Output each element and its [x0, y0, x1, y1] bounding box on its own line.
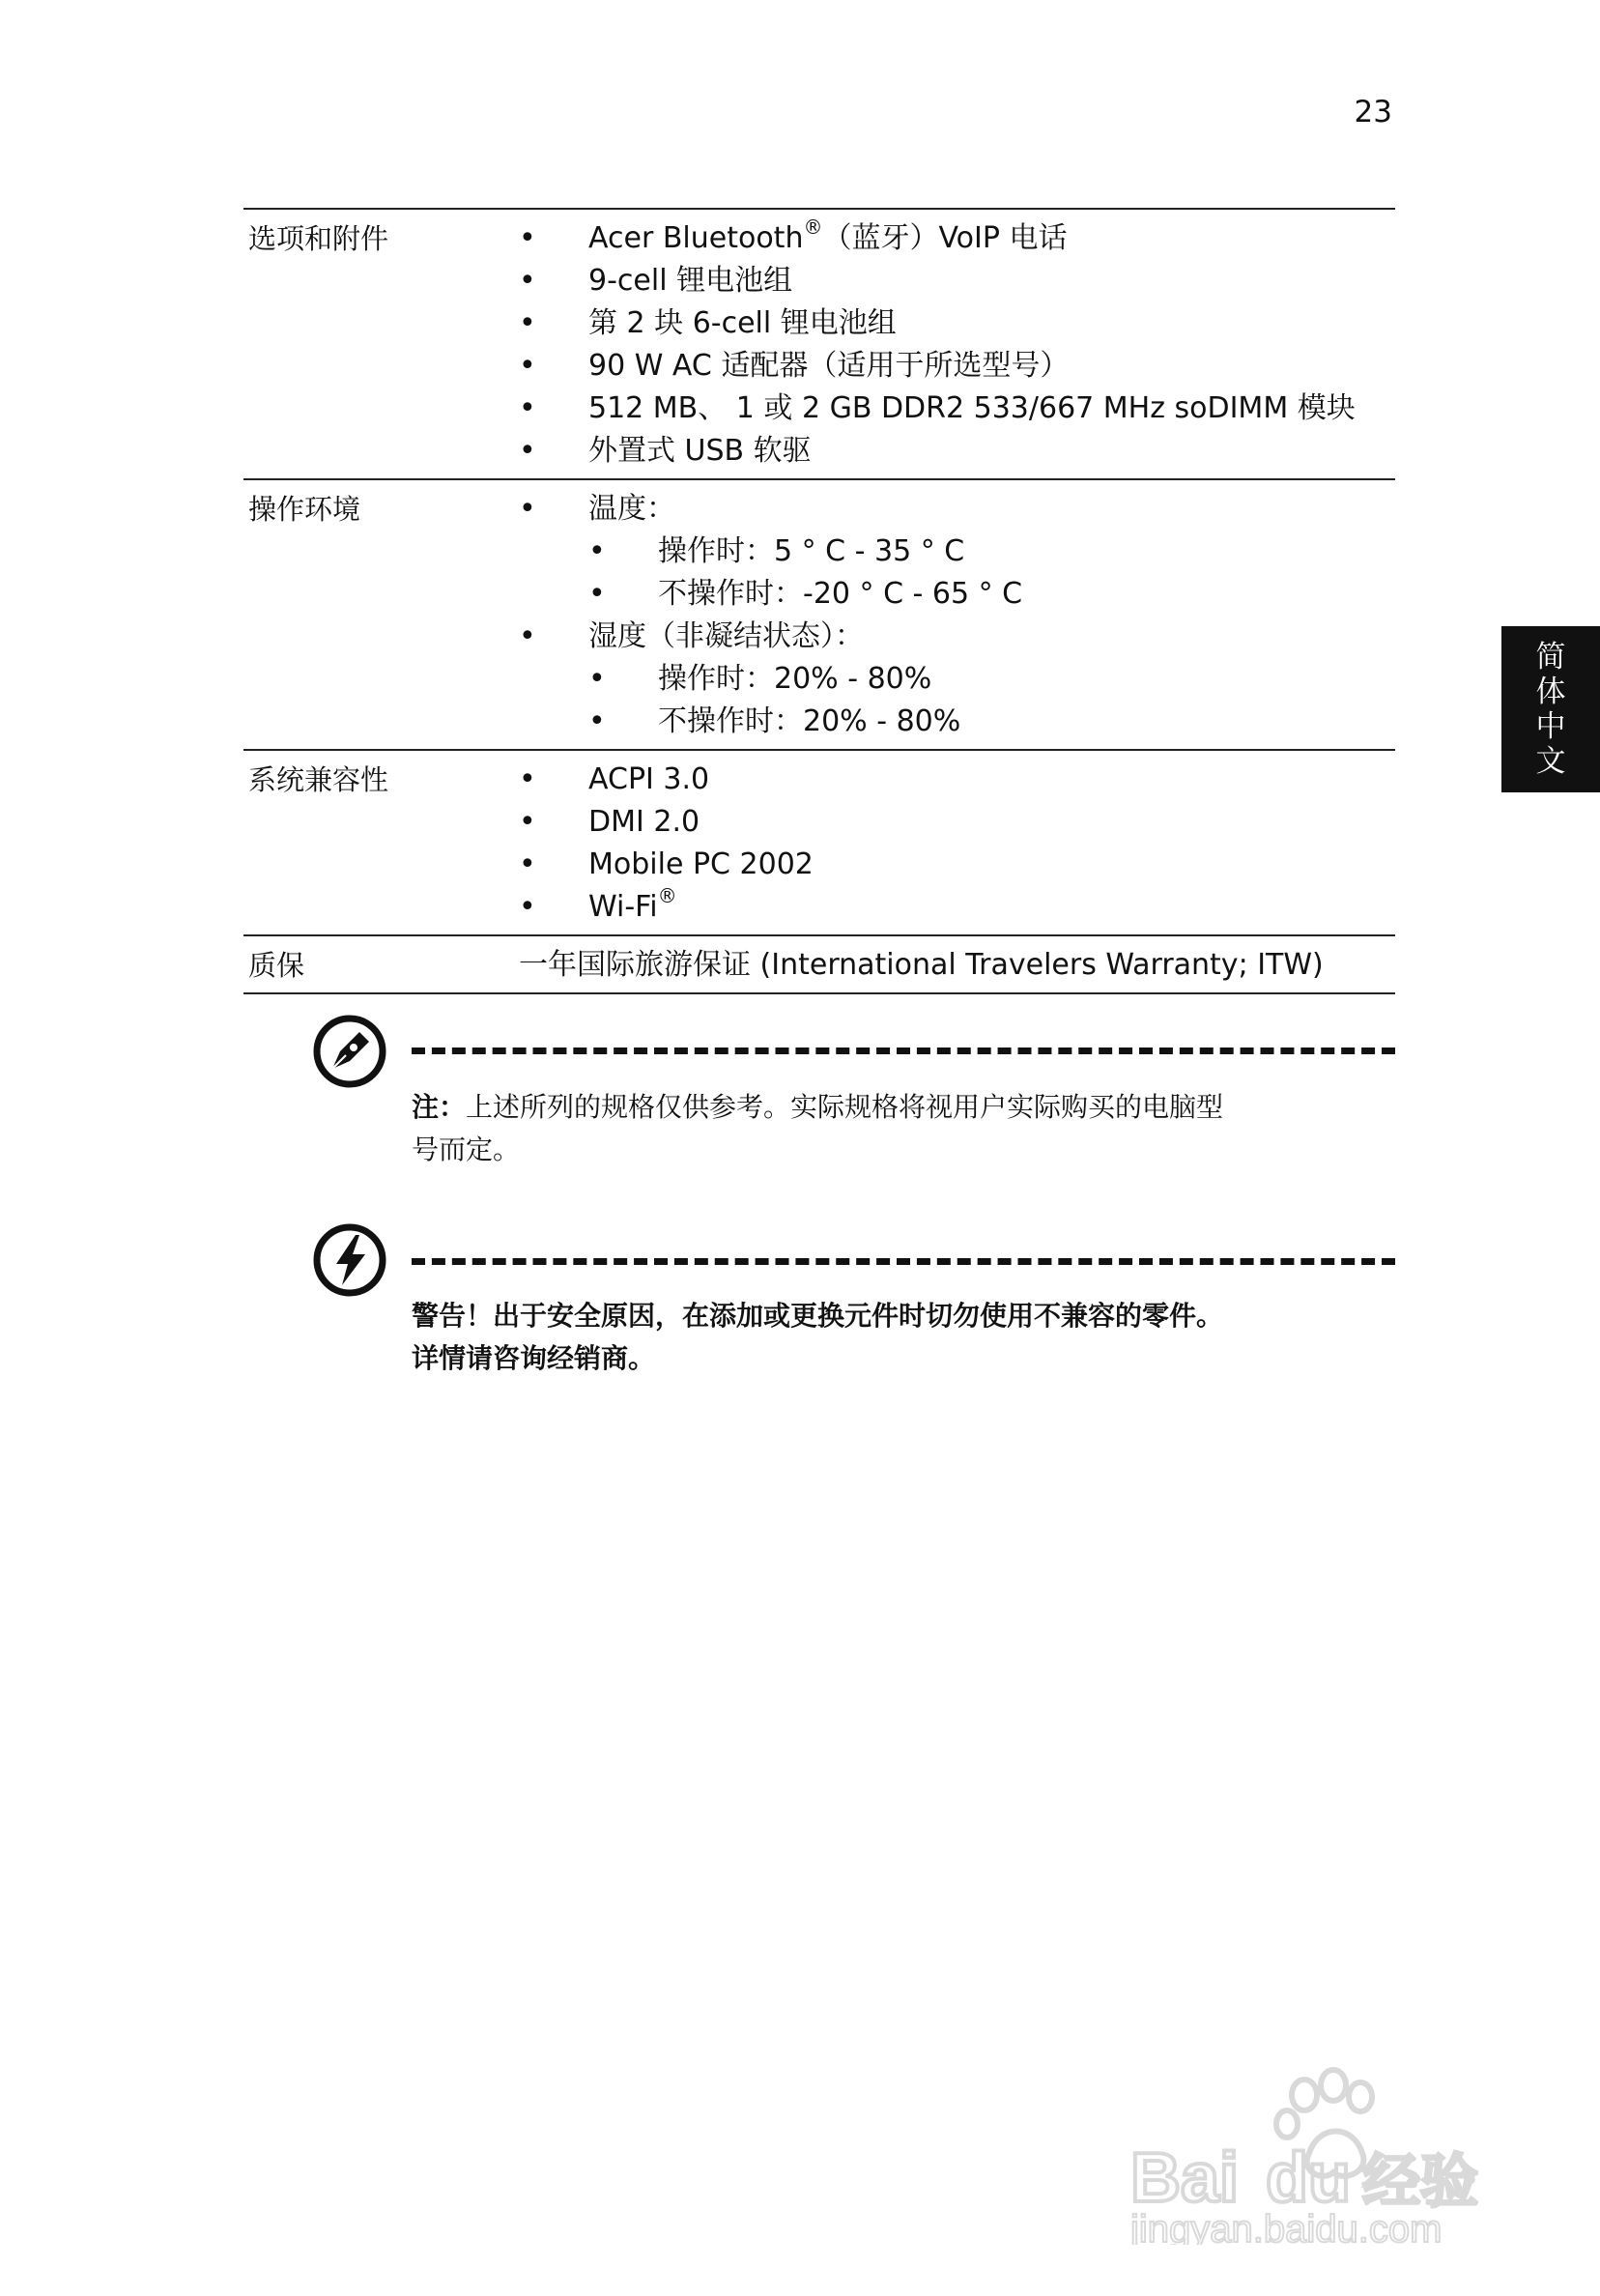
warning-lightning-icon	[311, 1221, 388, 1299]
watermark-brand: Bai	[1130, 2139, 1240, 2217]
bullet-icon: •	[519, 264, 536, 298]
bullet-icon: •	[519, 492, 536, 526]
spec-row-options	[243, 208, 1395, 478]
language-tab-char: 文	[1535, 744, 1566, 779]
note-block	[311, 1013, 1395, 1187]
bullet-icon: •	[519, 306, 536, 340]
bullet-icon: •	[588, 534, 606, 568]
bullet-icon: •	[519, 349, 536, 383]
bullet-icon: •	[519, 221, 536, 255]
page-number: 23	[1354, 95, 1392, 129]
bullet-icon: •	[588, 577, 606, 611]
spec-row-environment	[243, 478, 1395, 749]
spec-label: 操作环境	[248, 493, 361, 526]
bullet-icon: •	[519, 805, 536, 839]
list-item: • 512 MB、 1 或 2 GB DDR2 533/667 MHz soDIMM 模块	[519, 387, 1395, 430]
language-tab	[1501, 626, 1600, 792]
bullet-icon: •	[519, 434, 536, 468]
list-item: • Acer Bluetooth®（蓝牙）VoIP 电话	[519, 217, 1395, 260]
warning-divider	[412, 1258, 1395, 1265]
spec-label: 选项和附件	[248, 222, 389, 255]
bullet-icon: •	[519, 847, 536, 881]
warning-block	[311, 1221, 1395, 1395]
watermark-brand-2: du	[1266, 2139, 1351, 2217]
spec-table	[243, 208, 1395, 994]
language-tab-char: 简	[1535, 640, 1566, 674]
list-item: • 90 W AC 适配器（适用于所选型号）	[519, 345, 1395, 387]
bullet-icon: •	[519, 762, 536, 796]
spec-row-compatibility	[243, 749, 1395, 934]
list-item: • Wi-Fi®	[519, 886, 1395, 929]
list-subitem: • 操作时：5 ° C - 35 ° C	[519, 531, 1395, 573]
bullet-icon: •	[519, 890, 536, 924]
note-pen-icon	[311, 1013, 388, 1090]
list-item: • 第 2 块 6-cell 锂电池组	[519, 302, 1395, 345]
list-item: • 9-cell 锂电池组	[519, 260, 1395, 302]
list-item: • Mobile PC 2002	[519, 844, 1395, 886]
paw-logo-icon	[1121, 2037, 1507, 2245]
language-tab-char: 体	[1535, 674, 1566, 709]
bullet-icon: •	[588, 704, 606, 738]
bullet-icon: •	[588, 662, 606, 696]
note-divider	[412, 1048, 1395, 1054]
list-item: • ACPI 3.0	[519, 759, 1395, 801]
spec-label: 系统兼容性	[248, 763, 389, 796]
warranty-text: 一年国际旅游保证 (International Travelers Warranty; ITW)	[519, 948, 1324, 982]
list-subitem: • 不操作时：-20 ° C - 65 ° C	[519, 573, 1395, 616]
bullet-icon: •	[519, 391, 536, 425]
list-subitem: • 操作时：20% - 80%	[519, 658, 1395, 701]
list-item: • 湿度（非凝结状态）：	[519, 616, 1395, 658]
warning-text: 警告！出于安全原因，在添加或更换元件时切勿使用不兼容的零件。 详情请咨询经销商。	[412, 1300, 1224, 1374]
note-label: 注：	[412, 1091, 467, 1123]
watermark-url: jingyan.baidu.com	[1130, 2208, 1443, 2245]
spec-label: 质保	[248, 949, 305, 982]
list-subitem: • 不操作时：20% - 80%	[519, 701, 1395, 743]
list-item: • 温度：	[519, 488, 1395, 531]
list-item: • DMI 2.0	[519, 801, 1395, 844]
note-text: 注：上述所列的规格仅供参考。实际规格将视用户实际购买的电脑型 号而定。	[412, 1091, 1224, 1165]
list-item: • 外置式 USB 软驱	[519, 430, 1395, 473]
watermark-suffix: 经验	[1362, 2148, 1478, 2216]
language-tab-char: 中	[1535, 709, 1566, 744]
baidu-watermark	[1121, 2037, 1507, 2245]
bullet-icon: •	[519, 619, 536, 653]
spec-row-warranty	[243, 934, 1395, 994]
